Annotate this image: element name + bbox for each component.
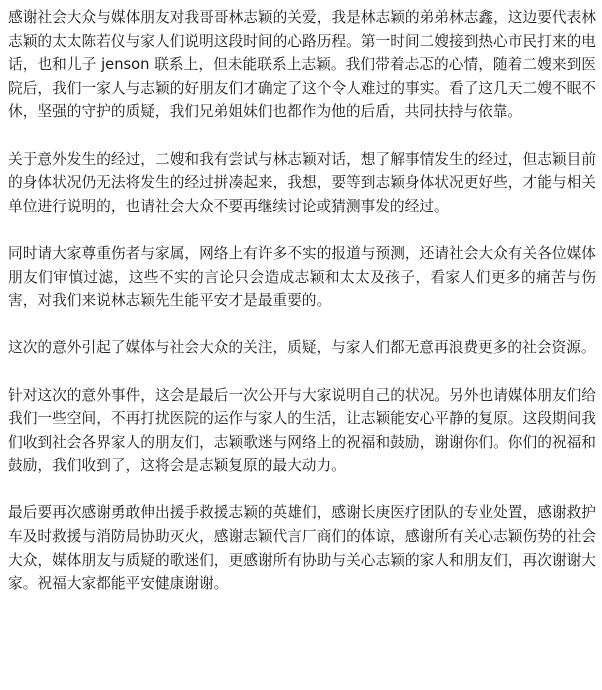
paragraph-1: 感谢社会大众与媒体朋友对我哥哥林志颖的关爱，我是林志颖的弟弟林志鑫，这边要代表林志颖的太太陈若仪与家人们说明这段时间的心路历程。第一时间二嫂接到热心市民打来的电话，也和儿子 jenson 联系上，但未能联系上志颖。我们带着忐忑的心情，随着二嫂来到医院后，我们一家人与志颖的好朋友们才确定了这个令人难过的事实。看了这几天二嫂不眠不休，坚强的守护的质疑，我们兄弟姐妹们也都作为他的后盾，共同扶持与依靠。: [8, 9, 596, 121]
paragraph-5: 针对这次的意外事件，这会是最后一次公开与大家说明自己的状况。另外也请媒体朋友们给我们一些空间，不再打扰医院的运作与家人的生活，让志颖能安心平静的复原。这段期间我们收到社会各界家人的朋友们，志颖歌迷与网络上的祝福和鼓励，谢谢你们。你们的祝福和鼓励，我们收到了，这将会是志颖复原的最大动力。: [8, 386, 596, 475]
paragraph-2: 关于意外发生的经过，二嫂和我有尝试与林志颖对话，想了解事情发生的经过，但志颖目前的身体状况仍无法将发生的经过拼凑起来，我想，要等到志颖身体状况更好些，才能与相关单位进行说明的，也请社会大众不要再继续讨论或猜测事发的经过。: [8, 150, 596, 215]
statement-document: [8, 6, 596, 596]
paragraph-4: 这次的意外引起了媒体与社会大众的关注，质疑，与家人们都无意再浪费更多的社会资源。: [8, 339, 596, 357]
paragraph-3: 同时请大家尊重伤者与家属，网络上有许多不实的报道与预测，还请社会大众有关各位媒体朋友们审慎过滤，这些不实的言论只会造成志颖和太太及孩子，看家人们更多的痛苦与伤害，对我们来说林志颖先生能平安才是最重要的。: [8, 244, 596, 310]
paragraph-6: 最后要再次感谢勇敢伸出援手救援志颖的英雄们，感谢长庚医疗团队的专业处置，感谢救护车及时救援与消防局协助灭火，感谢志颖代言厂商们的体谅，感谢所有关心志颖伤势的社会大众，媒体朋友与质疑的歌迷们，更感谢所有协助与关心志颖的家人和朋友们，再次谢谢大家。祝福大家都能平安健康谢谢。: [8, 504, 596, 593]
